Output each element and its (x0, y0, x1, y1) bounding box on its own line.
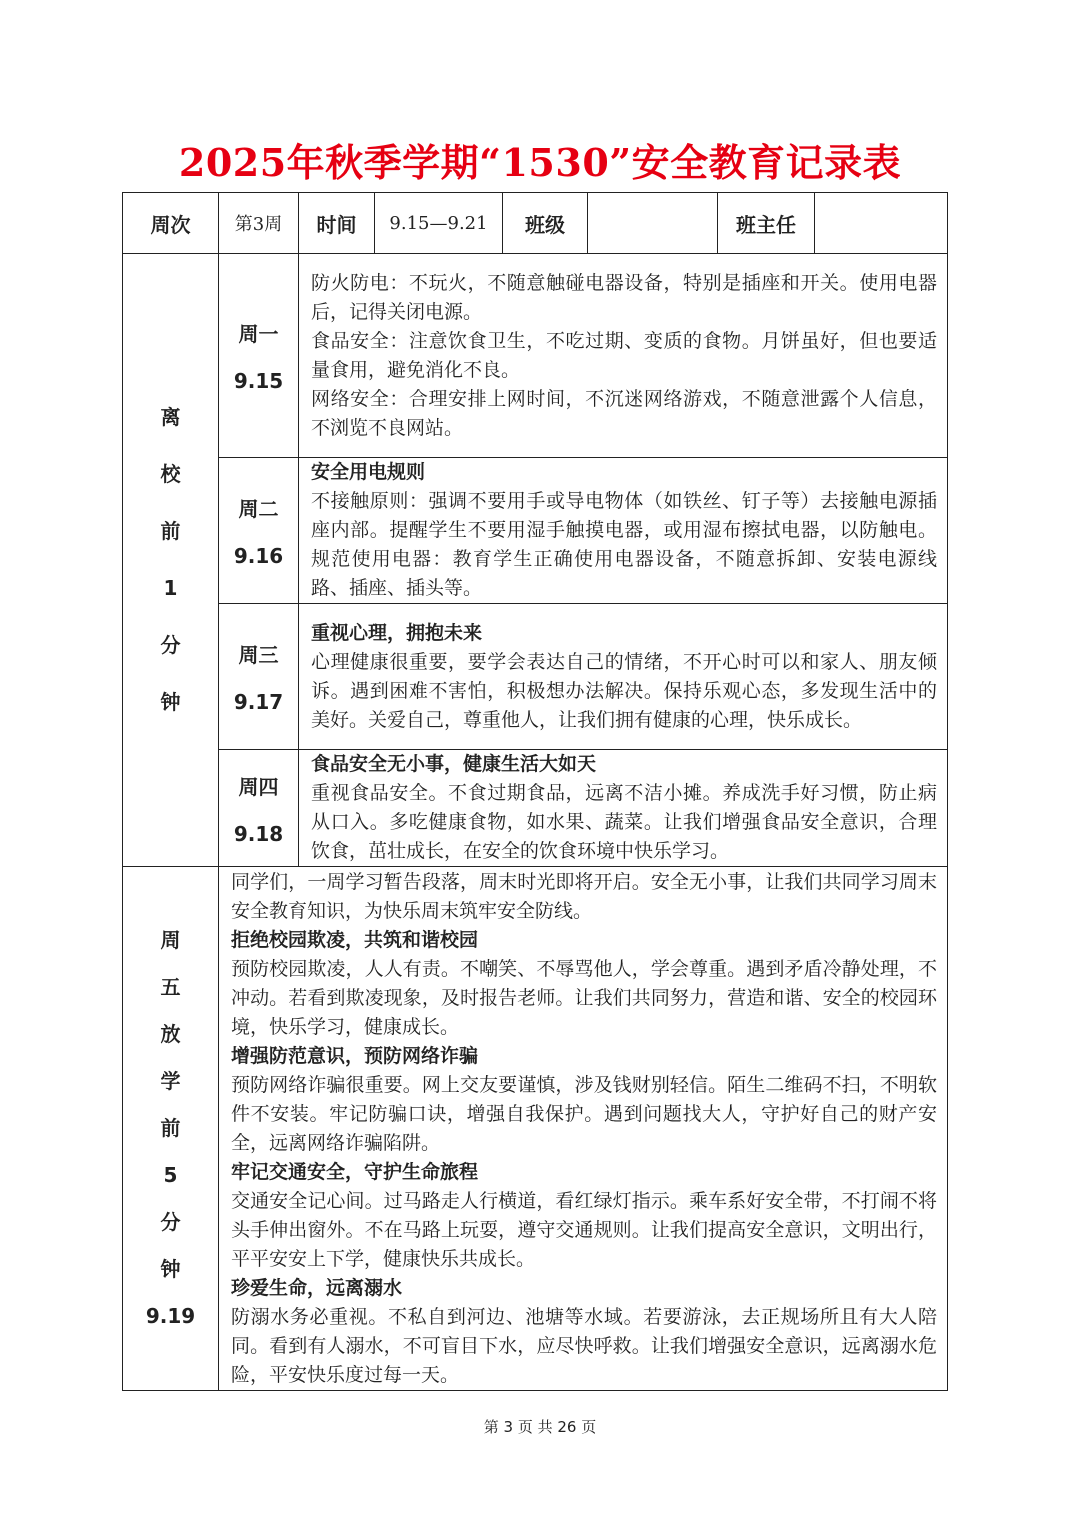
day-content (299, 254, 948, 458)
topic-heading: 增强防范意识，预防网络诈骗 (231, 1044, 479, 1067)
section-label-friday (123, 867, 219, 1391)
topic-paragraph: 防溺水务必重视。不私自到河边、池塘等水域。若要游泳，去正规场所且有大人陪同。看到有人溺水，不可盲目下水，应尽快呼救。让我们增强安全意识，远离溺水危险，平安快乐度过每一天。 (231, 1305, 937, 1386)
topic-paragraph: 交通安全记心间。过马路走人行横道，看红绿灯指示。乘车系好安全带，不打闹不将头手伸出窗外。不在马路上玩耍，遵守交通规则。让我们提高安全意识，文明出行，平平安安上下学，健康快乐共成长。 (231, 1189, 937, 1270)
section-label-char: 学 (160, 1069, 181, 1093)
day-row-tuesday (123, 458, 948, 604)
day-cell (219, 254, 299, 458)
day-content (299, 750, 948, 867)
content-paragraph: 重视食品安全。不食过期食品，远离不洁小摊。养成洗手好习惯，防止病从口入。多吃健康食物，如水果、蔬菜。让我们增强食品安全意识，合理饮食，茁壮成长，在安全的饮食环境中快乐学习。 (311, 782, 937, 862)
topic-heading: 拒绝校园欺凌，共筑和谐校园 (231, 928, 479, 951)
day-name: 周四 (238, 774, 279, 799)
day-name: 周一 (238, 322, 279, 346)
friday-content (219, 867, 948, 1391)
day-row-wednesday (123, 604, 948, 750)
time-value: 9.15—9.21 (375, 193, 503, 254)
day-cell (219, 458, 299, 604)
section-label-char: 钟 (160, 690, 181, 714)
day-date: 9.16 (233, 544, 284, 568)
section-label-char: 离 (160, 405, 181, 429)
section-label-char: 五 (160, 975, 181, 999)
section-label-char: 放 (160, 1022, 181, 1046)
section-label-char: 周 (160, 928, 181, 952)
section-label-char: 分 (160, 633, 181, 657)
day-cell (219, 604, 299, 750)
topic-paragraph: 预防校园欺凌，人人有责。不嘲笑、不辱骂他人，学会尊重。遇到矛盾冷静处理，不冲动。若看到欺凌现象，及时报告老师。让我们共同努力，营造和谐、安全的校园环境，快乐学习，健康成长。 (231, 957, 937, 1038)
teacher-value (815, 193, 948, 254)
section-label-before-leaving (123, 254, 219, 867)
content-paragraph: 不接触原则：强调不要用手或导电物体（如铁丝、钉子等）去接触电源插座内部。提醒学生不要用湿手触摸电器，或用湿布擦拭电器，以防触电。规范使用电器：教育学生正确使用电器设备，不随意拆卸、安装电源线路、插座、插头等。 (311, 490, 937, 599)
time-label: 时间 (299, 193, 375, 254)
section-label-char: 前 (160, 519, 181, 543)
class-label: 班级 (503, 193, 588, 254)
content-heading: 安全用电规则 (311, 461, 426, 483)
content-paragraph: 食品安全：注意饮食卫生，不吃过期、变质的食物。月饼虽好，但也要适量食用，避免消化不良。 (311, 329, 937, 381)
day-row-thursday (123, 750, 948, 867)
section-label-char: 5 (163, 1163, 178, 1187)
friday-row (123, 867, 948, 1391)
content-paragraph: 网络安全：合理安排上网时间，不沉迷网络游戏，不随意泄露个人信息，不浏览不良网站。 (311, 387, 937, 439)
safety-record-table (122, 192, 948, 1391)
section-label-char: 分 (160, 1210, 181, 1234)
day-date: 9.15 (233, 369, 284, 393)
page-footer: 第 3 页 共 26 页 (483, 1418, 597, 1436)
section-label-char: 前 (160, 1116, 181, 1140)
week-value: 第3周 (219, 193, 299, 254)
topic-heading: 珍爱生命，远离溺水 (231, 1276, 403, 1299)
content-heading: 食品安全无小事，健康生活大如天 (311, 753, 597, 775)
day-row-monday (123, 254, 948, 458)
week-label: 周次 (123, 193, 219, 254)
day-content (299, 458, 948, 604)
page-title: 2025年秋季学期“1530”安全教育记录表 (178, 140, 902, 185)
teacher-label: 班主任 (718, 193, 815, 254)
day-content (299, 604, 948, 750)
day-date: 9.18 (233, 821, 284, 846)
topic-heading: 牢记交通安全，守护生命旅程 (231, 1160, 479, 1183)
header-row (123, 193, 948, 254)
day-name: 周三 (238, 643, 279, 667)
class-value (588, 193, 718, 254)
intro-paragraph: 同学们，一周学习暂告段落，周末时光即将开启。安全无小事，让我们共同学习周末安全教育知识，为快乐周末筑牢安全防线。 (231, 870, 937, 922)
section-label-char: 9.19 (145, 1304, 196, 1328)
topic-paragraph: 预防网络诈骗很重要。网上交友要谨慎，涉及钱财别轻信。陌生二维码不扫，不明软件不安装。牢记防骗口诀，增强自我保护。遇到问题找大人，守护好自己的财产安全，远离网络诈骗陷阱。 (231, 1073, 937, 1154)
day-date: 9.17 (233, 690, 284, 714)
section-label-char: 校 (160, 462, 181, 486)
day-cell (219, 750, 299, 867)
day-name: 周二 (238, 497, 279, 521)
section-label-char: 钟 (160, 1257, 181, 1281)
content-heading: 重视心理，拥抱未来 (311, 621, 483, 644)
content-paragraph: 心理健康很重要，要学会表达自己的情绪，不开心时可以和家人、朋友倾诉。遇到困难不害怕，积极想办法解决。保持乐观心态，多发现生活中的美好。关爱自己，尊重他人，让我们拥有健康的心理，快乐成长。 (311, 650, 937, 731)
content-paragraph: 防火防电：不玩火，不随意触碰电器设备，特别是插座和开关。使用电器后，记得关闭电源。 (311, 271, 937, 323)
section-label-char: 1 (163, 576, 178, 600)
